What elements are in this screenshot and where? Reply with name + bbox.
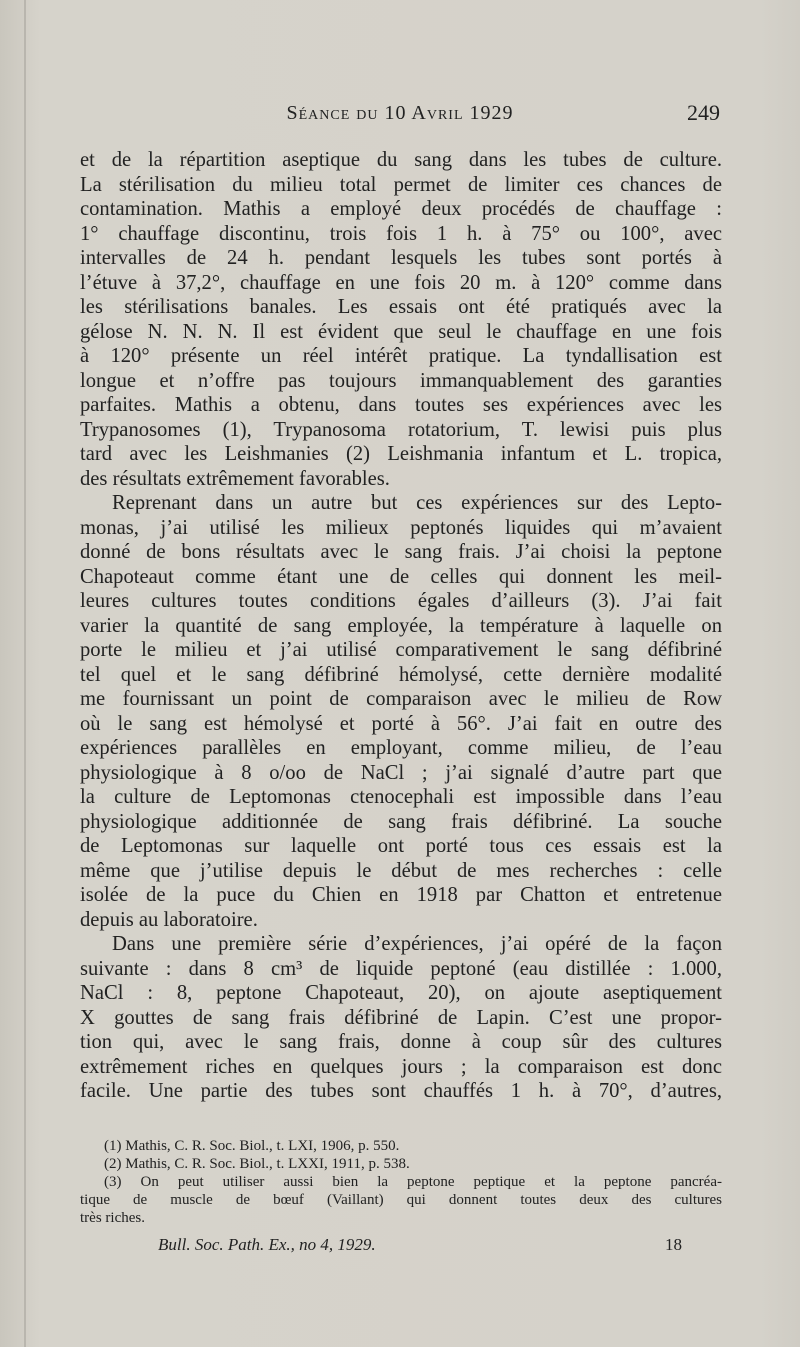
sheet-signature: 18 [665,1235,682,1254]
text-line: facile. Une partie des tubes sont chauffés 1 h. à 70°, d’autres, [80,1080,722,1102]
text-line: à 120° présente un réel intérêt pratique. La tyndallisation est [80,345,722,367]
text-line: isolée de la puce du Chien en 1918 par Chatton et entretenue [80,884,722,906]
text-line: les stérilisations banales. Les essais ont été pratiqués avec la [80,296,722,318]
text-line: extrêmement riches en quelques jours ; la comparaison est donc [80,1055,722,1078]
text-line: donné de bons résultats avec le sang frais. J’ai choisi la peptone [80,541,722,563]
text-line: expériences parallèles en employant, comme milieu, de l’eau [80,737,722,759]
footnotes [80,1137,722,1227]
text-line: suivante : dans 8 cm³ de liquide peptoné (eau distillée : 1.000, [80,957,722,980]
text-line: la culture de Leptomonas ctenocephali est impossible dans l’eau [80,786,722,808]
text-line: même que j’utilise depuis le début de mes recherches : celle [80,859,722,882]
paragraph-start-line: Dans une première série d’expériences, j’ai opéré de la façon [112,933,722,955]
text-line: tard avec les Leishmanies (2) Leishmania infantum et L. tropica, [80,443,722,465]
text-line: tel quel et le sang défibriné hémolysé, cette dernière modalité [80,663,722,686]
text-line: gélose N. N. N. Il est évident que seul le chauffage en une fois [80,320,722,343]
journal-reference: Bull. Soc. Path. Ex., no 4, 1929. [158,1235,376,1254]
text-line: 1° chauffage discontinu, trois fois 1 h. à 75° ou 100°, avec [80,222,722,245]
text-line: leures cultures toutes conditions égales d’ailleurs (3). J’ai fait [80,590,722,612]
text-line: parfaites. Mathis a obtenu, dans toutes ses expériences avec les [80,394,722,416]
text-line: l’étuve à 37,2°, chauffage en une fois 20 m. à 120° comme dans [80,271,722,294]
text-line: contamination. Mathis a employé deux procédés de chauffage : [80,198,722,220]
text-line: varier la quantité de sang employée, la température à laquelle on [80,614,722,637]
footnote-2: (2) Mathis, C. R. Soc. Biol., t. LXXI, 1911, p. 538. [104,1156,410,1172]
text-line: X gouttes de sang frais défibriné de Lapin. C’est une propor- [80,1006,722,1029]
paragraph-start-line: Reprenant dans un autre but ces expériences sur des Lepto- [112,492,722,514]
text-line: physiologique additionnée de sang frais défibriné. La souche [80,810,722,833]
text-line: où le sang est hémolysé et porté à 56°. J’ai fait en outre des [80,712,722,735]
text-line: depuis au laboratoire. [80,908,258,931]
text-line: Chapoteaut comme étant une de celles qui donnent les meil- [80,565,722,588]
footnote-3-end: très riches. [80,1210,145,1226]
footnote-1: (1) Mathis, C. R. Soc. Biol., t. LXI, 1906, p. 550. [104,1138,400,1154]
footnote-3-continued: tique de muscle de bœuf (Vaillant) qui donnent toutes deux des cultures [80,1192,722,1208]
page-number: 249 [687,100,720,125]
text-line: La stérilisation du milieu total permet de limiter ces chances de [80,173,722,196]
text-line: porte le milieu et j’ai utilisé comparativement le sang défibriné [80,639,722,661]
text-line: tion qui, avec le sang frais, donne à coup sûr des cultures [80,1031,722,1053]
page-edge-shadow [24,0,26,1347]
page-header [80,100,720,130]
text-line: de Leptomonas sur laquelle ont porté tous ces essais est la [80,835,722,857]
text-line: et de la répartition aseptique du sang dans les tubes de culture. [80,149,722,171]
text-line: me fournissant un point de comparaison avec le milieu de Row [80,688,722,710]
text-line: NaCl : 8, peptone Chapoteaut, 20), on ajoute aseptiquement [80,982,722,1004]
running-title: Séance du 10 Avril 1929 [286,102,514,124]
text-line: physiologique à 8 o/oo de NaCl ; j’ai signalé d’autre part que [80,761,722,784]
text-line: monas, j’ai utilisé les milieux peptonés liquides qui m’avaient [80,516,722,539]
text-line: longue et n’offre pas toujours immanquablement des garanties [80,369,722,392]
text-line: Trypanosomes (1), Trypanosoma rotatorium, T. lewisi puis plus [80,418,722,441]
text-line: des résultats extrêmement favorables. [80,467,390,490]
footnote-3: (3) On peut utiliser aussi bien la peptone peptique et la peptone pancréa- [104,1174,722,1190]
page-footer [80,1235,722,1259]
body-text [80,148,722,1104]
text-line: intervalles de 24 h. pendant lesquels les tubes sont portés à [80,247,722,269]
